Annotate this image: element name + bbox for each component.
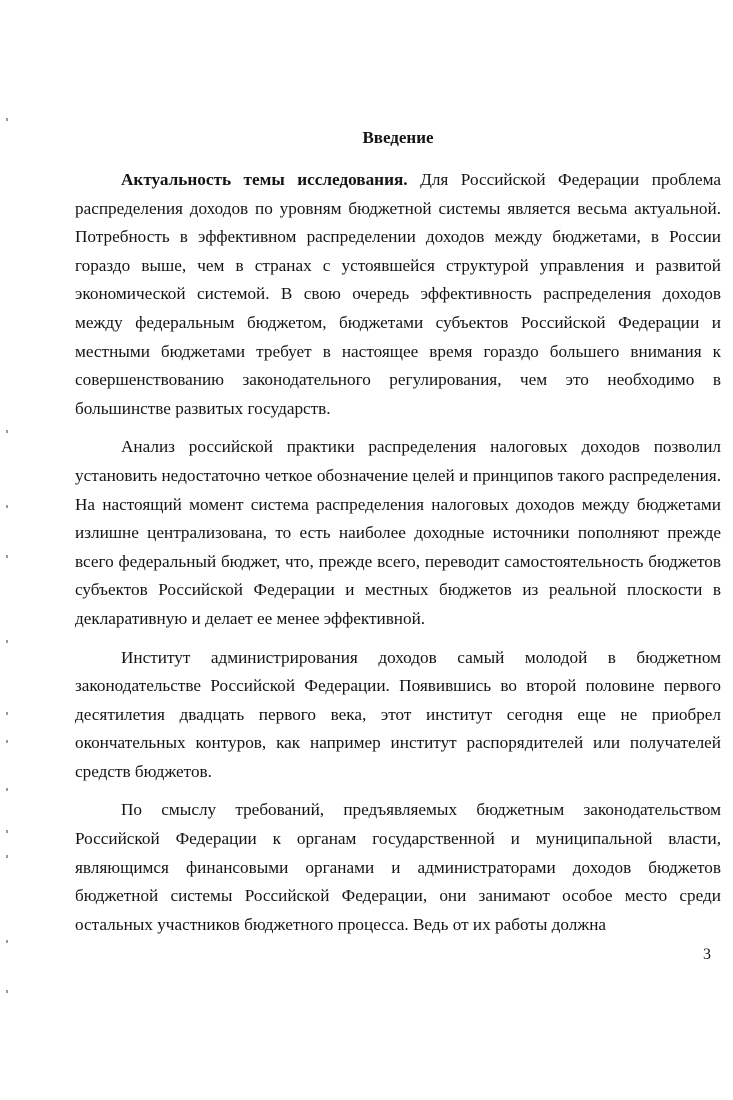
paragraph-relevance — [75, 166, 721, 423]
scan-speck — [6, 940, 8, 943]
paragraph-text: Институт администрирования доходов самый молодой в бюджетном законодательстве Российской Федерации. Появившись во второй половине первого десятилетия двадцать первого века, этот институт сегодня еще не приобрел окончательных контуров, как например институт распорядителей или получателей средств бюджетов. — [75, 647, 721, 781]
scan-speck — [6, 990, 8, 993]
scan-speck — [6, 555, 8, 558]
scan-speck — [6, 830, 8, 833]
scan-speck — [6, 118, 8, 121]
scan-speck — [6, 505, 8, 508]
scan-speck — [6, 712, 8, 715]
section-heading: Введение — [362, 128, 434, 147]
scan-speck — [6, 640, 8, 643]
paragraph-institute — [75, 644, 721, 787]
document-body — [75, 126, 721, 949]
scan-speck — [6, 430, 8, 433]
scan-speck — [6, 855, 8, 858]
scan-speck — [6, 788, 8, 791]
paragraph-text: По смыслу требований, предъявляемых бюджетным законодательством Российской Федерации к органам государственной и муниципальной власти, являющимся финансовыми органами и администраторами доходов бюджетов бюджетной системы Российской Федерации, они занимают особое место среди остальных участников бюджетного процесса. Ведь от их работы должна — [75, 800, 721, 934]
page-number: 3 — [703, 946, 711, 963]
paragraph-lead: Актуальность темы исследования. — [121, 170, 408, 189]
paragraph-text: Для Российской Федерации проблема распределения доходов по уровням бюджетной системы является весьма актуальной. Потребность в эффективном распределении доходов между бюджетами, в России гораздо выше, чем в странах с устоявшейся структурой управления и развитой экономической системой. В свою очередь эффективность распределения доходов между федеральным бюджетом, бюджетами субъектов Российской Федерации и местными бюджетами требует в настоящее время гораздо большего внимания к совершенствованию законодательного регулирования, чем это необходимо в большинстве развитых государств. — [75, 170, 721, 418]
paragraph-requirements — [75, 796, 721, 939]
paragraph-analysis — [75, 433, 721, 633]
scan-speck — [6, 740, 8, 743]
paragraph-text: Анализ российской практики распределения налоговых доходов позволил установить недостаточно четкое обозначение целей и принципов такого распределения. На настоящий момент система распределения налоговых доходов между бюджетами излишне централизована, то есть наиболее доходные источники пополняют прежде всего федеральный бюджет, что, прежде всего, переводит самостоятельность бюджетов субъектов Российской Федерации и местных бюджетов из реальной плоскости в декларативную и делает ее менее эффективной. — [75, 437, 721, 628]
